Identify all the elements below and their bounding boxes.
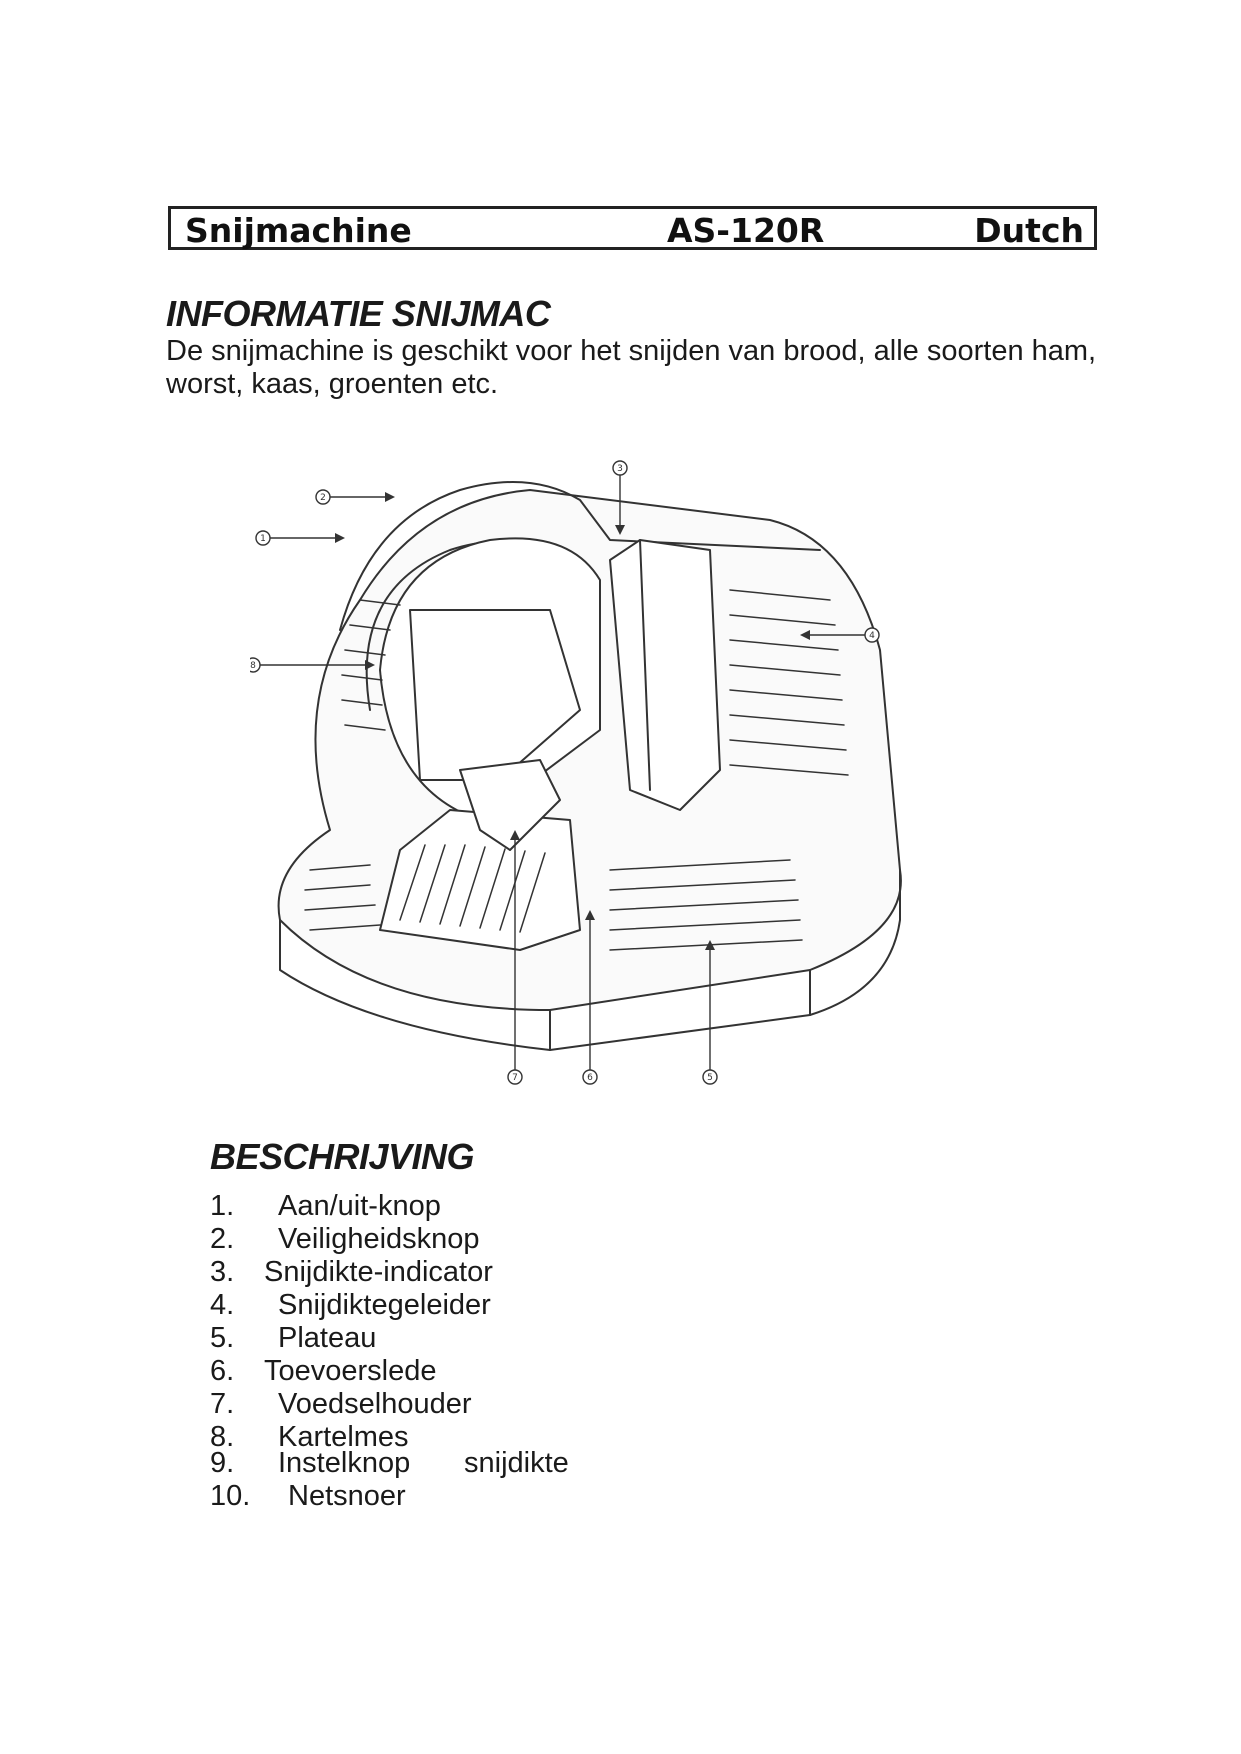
item-label: Netsnoer	[288, 1480, 406, 1512]
item-label: Toevoerslede	[264, 1355, 437, 1387]
callout-1: 1	[260, 534, 266, 544]
list-item	[210, 1421, 710, 1453]
list-item	[210, 1388, 710, 1421]
list-item	[210, 1355, 710, 1388]
callout-6: 6	[587, 1073, 593, 1083]
item-label: Aan/uit-knop	[278, 1190, 441, 1222]
list-item	[210, 1322, 710, 1355]
item-number: 7.	[210, 1388, 235, 1420]
item-label: Instelknop	[278, 1447, 411, 1479]
item-number: 10.	[210, 1480, 251, 1512]
callout-4: 4	[869, 631, 875, 641]
item-label: Plateau	[278, 1322, 377, 1354]
header-product: Snijmachine	[185, 211, 412, 250]
item-number: 1.	[210, 1190, 235, 1222]
item-label: Snijdikte-indicator	[264, 1256, 493, 1288]
callout-5: 5	[707, 1073, 713, 1083]
header-language: Dutch	[974, 211, 1084, 250]
list-item	[210, 1447, 710, 1480]
header-box	[168, 206, 1097, 250]
item-label: Voedselhouder	[278, 1388, 472, 1420]
list-item	[210, 1256, 710, 1289]
list-item	[210, 1190, 710, 1223]
item-label: Veiligheidsknop	[278, 1223, 480, 1255]
callout-2: 2	[320, 493, 326, 503]
callout-3: 3	[617, 464, 623, 474]
intro-title: INFORMATIE SNIJMAC	[166, 293, 551, 334]
item-number: 4.	[210, 1289, 235, 1321]
item-label: Kartelmes	[278, 1421, 409, 1453]
parts-list	[210, 1190, 710, 1513]
description-title: BESCHRIJVING	[210, 1136, 475, 1177]
header-model: AS-120R	[667, 211, 825, 250]
item-label-secondary: snijdikte	[464, 1447, 569, 1479]
item-number: 3.	[210, 1256, 235, 1288]
item-number: 6.	[210, 1355, 235, 1387]
slicer-diagram	[250, 450, 950, 1100]
item-number: 5.	[210, 1322, 235, 1354]
list-item	[210, 1480, 710, 1513]
item-label: Snijdiktegeleider	[278, 1289, 491, 1321]
item-number: 2.	[210, 1223, 235, 1255]
item-number: 8.	[210, 1421, 235, 1453]
item-number: 9.	[210, 1447, 235, 1479]
list-item	[210, 1289, 710, 1322]
callout-8: 8	[250, 661, 256, 671]
list-item	[210, 1223, 710, 1256]
intro-text: De snijmachine is geschikt voor het snijden van brood, alle soorten ham, worst, kaas, groenten etc.	[166, 335, 1097, 400]
callout-7: 7	[512, 1073, 518, 1083]
